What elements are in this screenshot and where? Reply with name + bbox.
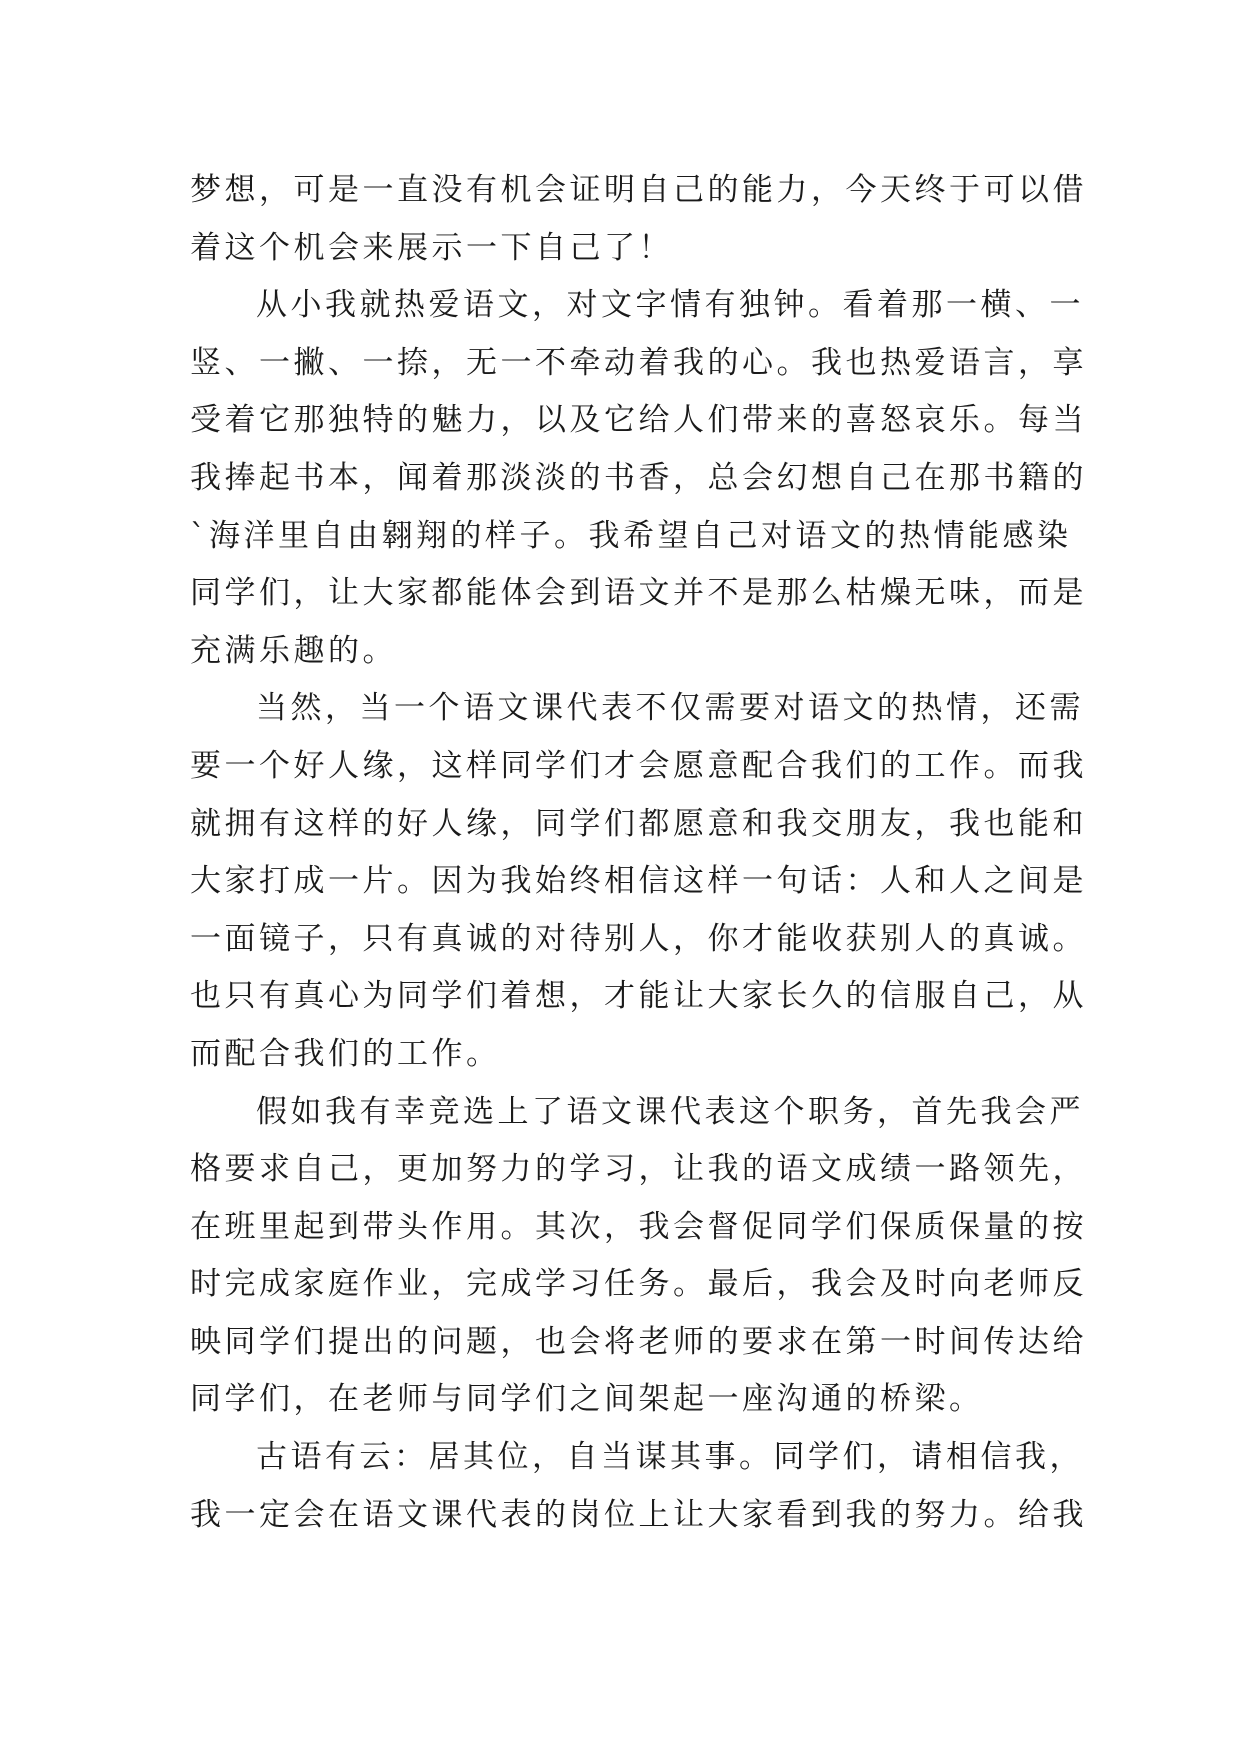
text-line: 充满乐趣的。: [190, 632, 397, 669]
paragraph-first-line: 古语有云：居其位，自当谋其事。同学们，请相信我，: [256, 1439, 1084, 1476]
text-line: 映同学们提出的问题，也会将老师的要求在第一时间传达给: [190, 1323, 1087, 1360]
text-line: 梦想，可是一直没有机会证明自己的能力，今天终于可以借: [190, 172, 1087, 208]
text-line: 同学们，让大家都能体会到语文并不是那么枯燥无味，而是: [190, 575, 1087, 612]
text-line: 在班里起到带头作用。其次，我会督促同学们保质保量的按: [190, 1208, 1087, 1245]
text-line: 也只有真心为同学们着想，才能让大家长久的信服自己，从: [190, 978, 1087, 1015]
text-line: 而配合我们的工作。: [190, 1035, 501, 1072]
text-line: 竖、一撇、一捺，无一不牵动着我的心。我也热爱语言，享: [190, 344, 1087, 381]
text-line: 就拥有这样的好人缘，同学们都愿意和我交朋友，我也能和: [190, 805, 1087, 842]
text-line: 大家打成一片。因为我始终相信这样一句话：人和人之间是: [190, 863, 1087, 900]
text-line: 要一个好人缘，这样同学们才会愿意配合我们的工作。而我: [190, 747, 1087, 784]
paragraph-first-line: 从小我就热爱语文，对文字情有独钟。看着那一横、一: [256, 287, 1084, 324]
text-line: 格要求自己，更加努力的学习，让我的语文成绩一路领先，: [190, 1151, 1087, 1188]
text-line: 一面镜子，只有真诚的对待别人，你才能收获别人的真诚。: [190, 920, 1087, 957]
text-line: 我一定会在语文课代表的岗位上让大家看到我的努力。给我: [190, 1496, 1087, 1533]
body-text: [190, 162, 1087, 1544]
text-line: 我捧起书本，闻着那淡淡的书香，总会幻想自己在那书籍的: [190, 459, 1087, 496]
text-line: 同学们，在老师与同学们之间架起一座沟通的桥梁。: [190, 1381, 984, 1418]
text-line: 时完成家庭作业，完成学习任务。最后，我会及时向老师反: [190, 1266, 1087, 1303]
paragraph-first-line: 假如我有幸竞选上了语文课代表这个职务，首先我会严: [256, 1093, 1084, 1130]
text-line: 着这个机会来展示一下自己了！: [190, 229, 673, 266]
paragraph-first-line: 当然，当一个语文课代表不仅需要对语文的热情，还需: [256, 690, 1084, 727]
text-line: `海洋里自由翱翔的样子。我希望自己对语文的热情能感染: [190, 517, 1072, 554]
text-line: 受着它那独特的魅力，以及它给人们带来的喜怒哀乐。每当: [190, 402, 1087, 439]
